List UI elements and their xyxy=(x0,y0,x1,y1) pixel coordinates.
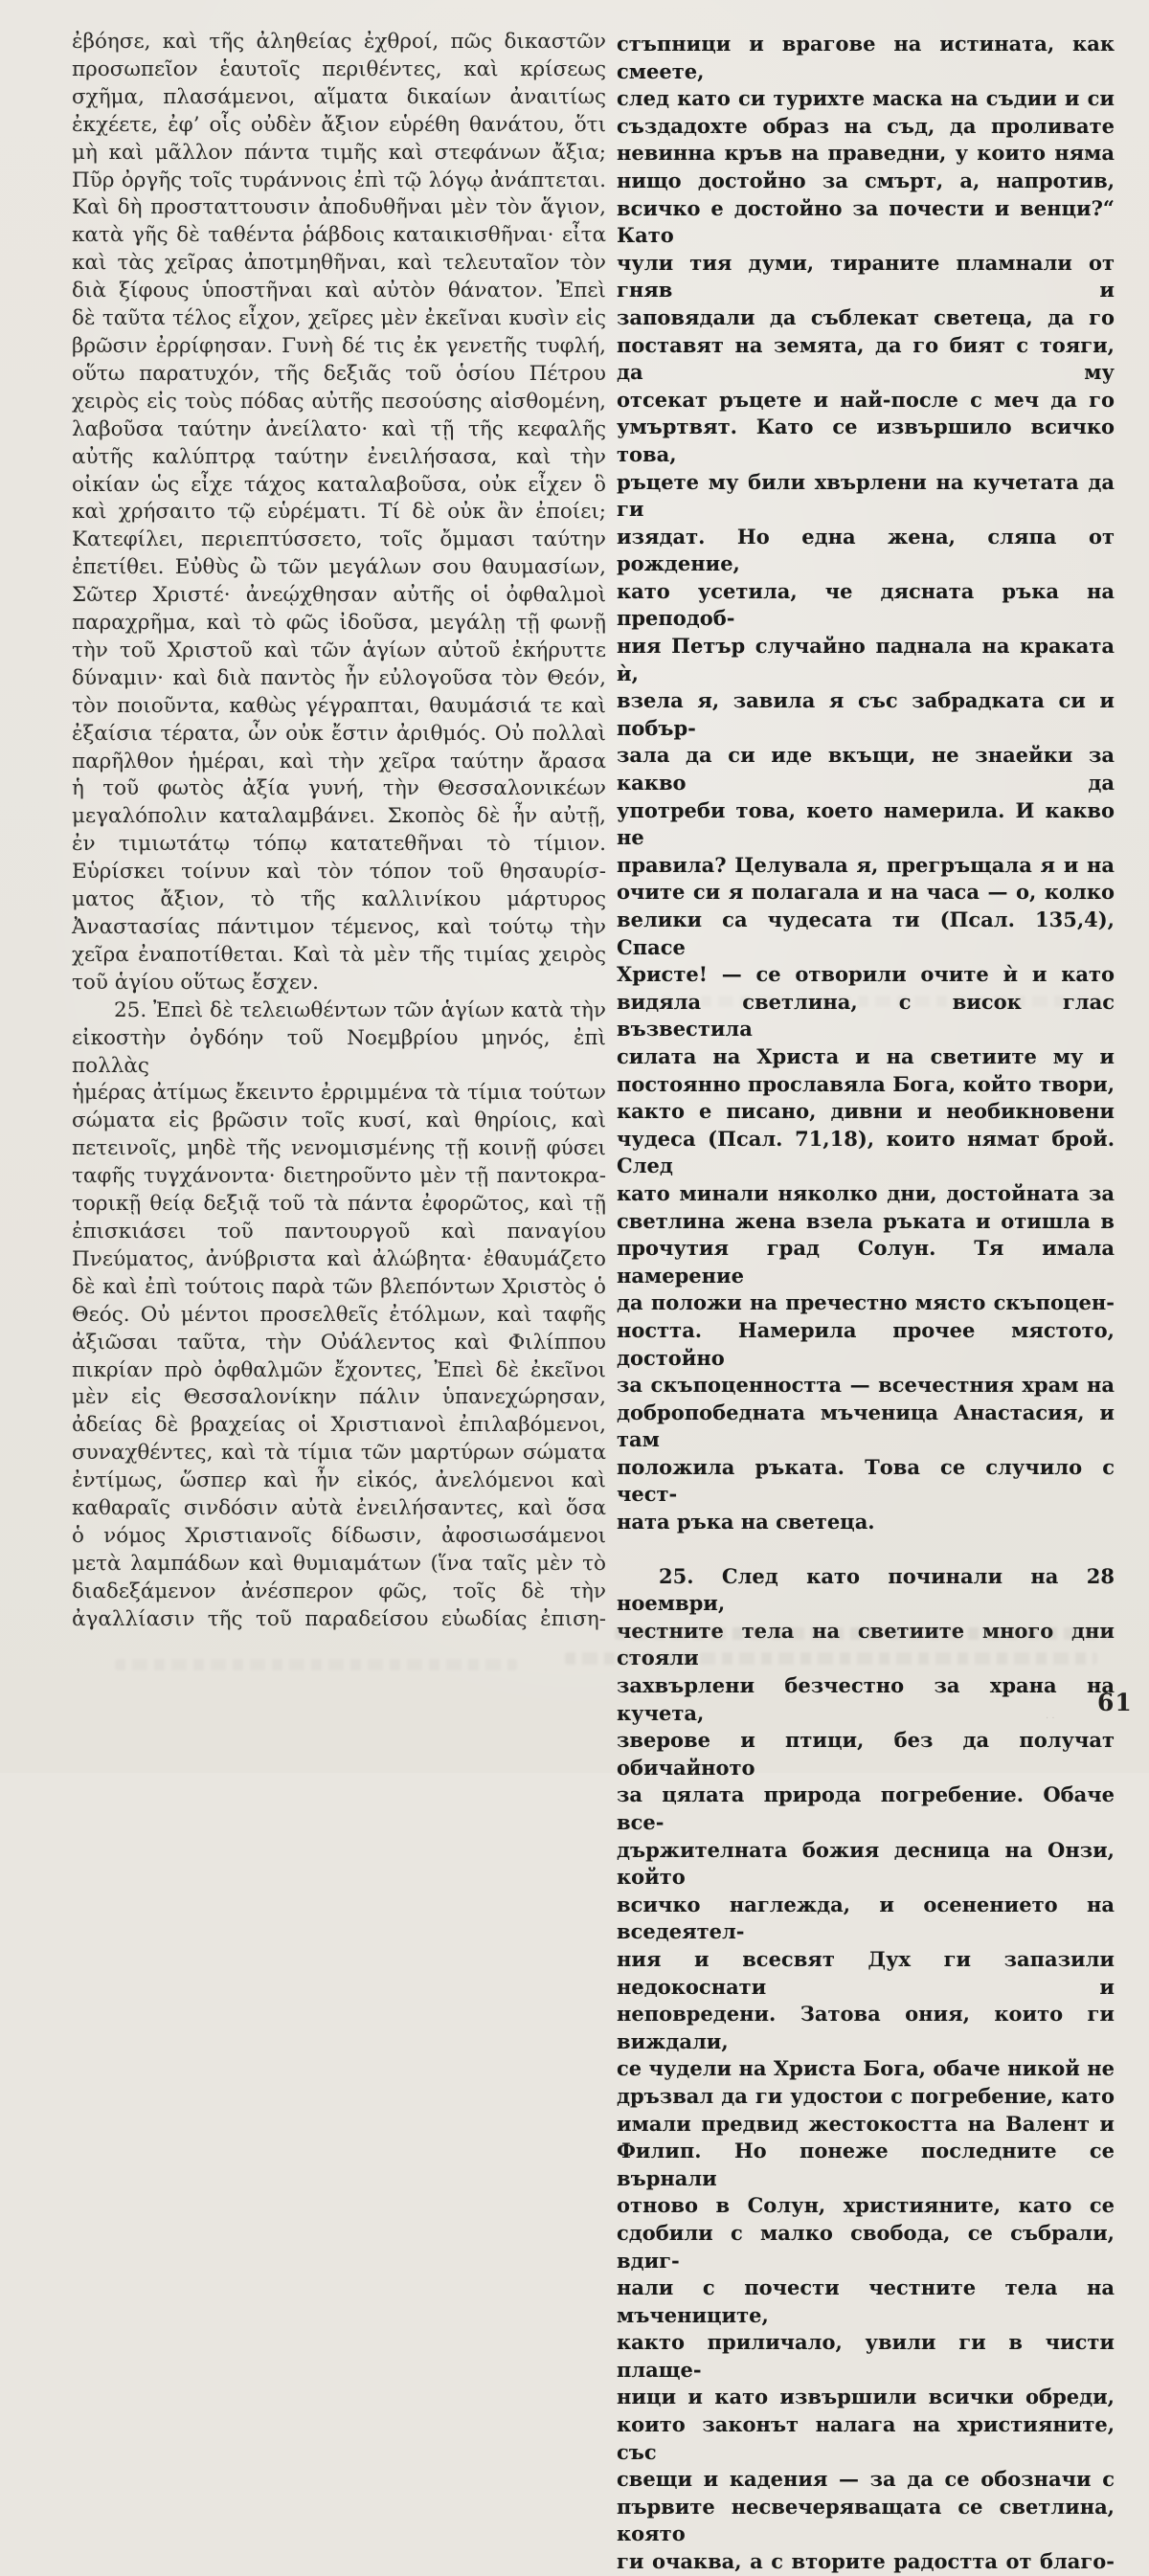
text-line: Εὑρίσκει τοίνυν καὶ τὸν τόπον τοῦ θησαυρίσ- xyxy=(72,860,606,885)
text-line: изядат. Но една жена, сляпа от рождение, xyxy=(617,524,1115,576)
text-line: χειρὸς εἰς τοὺς πόδας αὐτῆς πεσούσης αἰσθομένη, xyxy=(72,389,606,414)
text-line: чули тия думи, тираните пламнали от гняв и xyxy=(617,250,1115,302)
text-line: Καὶ δὴ προσταττουσιν ἀποδυθῆναι μὲν τὸν ἅγιον, xyxy=(72,195,606,220)
text-line: поставят на земята, да го бият с тояги, да му xyxy=(617,332,1115,385)
text-line: κατὰ γῆς δὲ ταθέντα ῥάβδοις καταικισθῆναι· εἶτα xyxy=(72,223,606,248)
text-line: ността. Намерила прочее мястото, достойно xyxy=(617,1317,1115,1370)
text-line: παρῆλθον ἡμέραι, καὶ τὴν χεῖρα ταύτην ἄρασα xyxy=(72,749,606,773)
text-line: които законът налага на християните, със xyxy=(617,2412,1115,2464)
text-line: Πῦρ ὀργῆς τοῖς τυράννοις ἐπὶ τῷ λόγῳ ἀνάπτεται. xyxy=(72,168,606,192)
text-line: ἐκχέετε, ἐφ’ οἷς οὐδὲν ἄξιον εὑρέθη θανάτου, ὅτι xyxy=(72,112,606,137)
bulgarian-text-column xyxy=(617,31,1115,2576)
text-line: διαδεξάμενον ἀνέσπερον φῶς, τοῖς δὲ τὴν xyxy=(72,1579,606,1603)
bulgarian-paragraph-24 xyxy=(617,31,1115,1536)
text-line: създадохте образ на съд, да проливате xyxy=(617,113,1115,138)
text-line: καὶ χρήσαιτο τῷ εὑρέματι. Τί δὲ οὐκ ἂν ἐποίει; xyxy=(72,500,606,525)
text-line: Θεός. Οὐ μέντοι προσελθεῖς ἐτόλμων, καὶ ταφῆς xyxy=(72,1302,606,1327)
text-line: чудеса (Псал. 71,18), които нямат брой. След xyxy=(617,1126,1115,1178)
text-line: положила ръката. Това се случило с чест- xyxy=(617,1454,1115,1507)
text-line: зала да си иде вкъщи, не знаейки за какво да xyxy=(617,743,1115,795)
text-line: прочутия град Солун. Тя имала намерение xyxy=(617,1236,1115,1288)
text-line: 25. Ἐπεὶ δὲ τελειωθέντων τῶν ἁγίων κατὰ τὴν xyxy=(114,997,606,1022)
text-line: нищо достойно за смърт, а, напротив, xyxy=(617,168,1115,192)
text-line: Филип. Но понеже последните се върнали xyxy=(617,2139,1115,2190)
text-line: δύναμιν· καὶ διὰ παντὸς ἦν εὐλογοῦσα τὸν Θεόν, xyxy=(72,665,606,690)
text-line: ги очаква, а с вторите радостта от благо- xyxy=(617,2549,1115,2574)
text-line: οὕτω παρατυχόν, τῆς δεξιᾶς τοῦ ὁσίου Πέτρου xyxy=(72,361,606,386)
text-line: като усетила, че дясната ръка на преподоб- xyxy=(617,578,1115,631)
text-line: βρῶσιν ἐρρίφησαν. Γυνὴ δέ τις ἐκ γενετῆς τυφλή, xyxy=(72,333,606,358)
text-line: ματος ἄξιον, τὸ τῆς καλλινίκου μάρτυρος xyxy=(72,887,606,912)
text-line: ἐπετίθει. Εὐθὺς ὢ τῶν μεγάλων σου θαυμασίων, xyxy=(72,555,606,580)
text-line: свещи и кадения — за да се обозначи с xyxy=(617,2467,1115,2492)
text-line: захвърлени безчестно за храна на кучета, xyxy=(617,1673,1115,1725)
text-line: сдобили с малко свобода, се събрали, вдиг- xyxy=(617,2220,1115,2273)
text-line: всичко е достойно за почести и венци?“ Като xyxy=(617,195,1115,248)
text-line: πετεινοῖς, μηδὲ τῆς νενομισμένης τῇ κοινῇ φύσει xyxy=(72,1136,606,1161)
text-line: честните тела на светиите много дни стояли xyxy=(617,1618,1115,1670)
bleed-through-artifact xyxy=(615,1627,1111,1640)
text-line: Πνεύματος, ἀνύβριστα καὶ ἀλώβητα· ἐθαυμάζετο xyxy=(72,1246,606,1271)
text-line: ἡ τοῦ φωτὸς ἀξία γυνή, τὴν Θεσσαλονικέων xyxy=(72,776,606,801)
text-line: ταφῆς τυγχάνοντα· διετηροῦντο μὲν τῇ παντοκρα- xyxy=(72,1164,606,1189)
text-line: за цялата природа погребение. Обаче все- xyxy=(617,1782,1115,1834)
text-line: ръцете му били хвърлени на кучетата да ги xyxy=(617,469,1115,522)
text-line: всичко наглежда, и осенението на вседеятел- xyxy=(617,1892,1115,1944)
text-line: очите си я полагала и на часа — о, колко xyxy=(617,880,1115,905)
text-line: τὸν ποιοῦντα, καθὼς γέγραπται, θαυμάσιά τε καὶ xyxy=(72,693,606,718)
text-line: Σῶτερ Χριστέ· ἀνεῴχθησαν αὐτῆς οἱ ὀφθαλμοὶ xyxy=(72,583,606,608)
text-line: велики са чудесата ти (Псал. 135,4), Спасе xyxy=(617,907,1115,959)
text-line: дръзвал да ги удостои с погребение, като xyxy=(617,2083,1115,2108)
text-line: μεγαλόπολιν καταλαμβάνει. Σκοπὸς δὲ ἦν αὐτῇ, xyxy=(72,804,606,829)
text-line: Ἀναστασίας πάντιμον τέμενος, καὶ τούτῳ τὴν xyxy=(72,915,606,939)
text-line: δὲ καὶ ἐπὶ τούτοις παρὰ τῶν βλεπόντων Χριστὸς ὁ xyxy=(72,1274,606,1299)
text-line: λαβοῦσα ταύτην ἀνείλατο· καὶ τῇ τῆς κεφαλῆς xyxy=(72,416,606,441)
text-line: светлина жена взела ръката и отишла в xyxy=(617,1208,1115,1233)
text-line: добропобедната мъченица Анастасия, и там xyxy=(617,1400,1115,1452)
text-line: ния и всесвят Дух ги запазили недокоснати и xyxy=(617,1946,1115,1999)
text-line: χεῖρα ἐναποτίθεται. Καὶ τὰ μὲν τῆς τιμίας χειρὸς xyxy=(72,942,606,967)
text-line: αὐτῆς καλύπτρᾳ ταύτην ἐνειλήσασα, καὶ τὴν xyxy=(72,444,606,469)
text-line: зверове и птици, без да получат обичайното xyxy=(617,1728,1115,1780)
text-line: τὴν τοῦ Χριστοῦ καὶ τῶν ἁγίων αὐτοῦ ἐκήρυττε xyxy=(72,638,606,662)
text-line: πικρίαν πρὸ ὀφθαλμῶν ἔχοντες, Ἐπεὶ δὲ ἐκεῖνοι xyxy=(72,1357,606,1382)
greek-paragraph-block xyxy=(72,29,606,1634)
text-line: οἰκίαν ὡς εἶχε τάχος καταλαβοῦσα, οὐκ εἶχεν ὃ xyxy=(72,472,606,497)
text-line: видяла светлина, с висок глас възвестила xyxy=(617,989,1115,1042)
text-line: δὲ ταῦτα τέλος εἶχον, χεῖρες μὲν ἐκεῖναι κυσὶν εἰς xyxy=(72,306,606,331)
text-line: τορικῇ θείᾳ δεξιᾷ τοῦ τὰ πάντα ἐφορῶτος, καὶ τῇ xyxy=(72,1192,606,1217)
text-line: умъртвят. Като се извършило всичко това, xyxy=(617,414,1115,466)
text-line: като минали няколко дни, достойната за xyxy=(617,1180,1115,1205)
bulgarian-paragraph-25 xyxy=(617,1563,1115,2576)
text-line: καθαραῖς σινδόσιν αὐτὰ ἐνειλήσαντες, καὶ ὅσα xyxy=(72,1496,606,1521)
text-line: за скъпоценността — всечестния храм на xyxy=(617,1373,1115,1398)
text-line: ἐξαίσια τέρατα, ὧν οὐκ ἔστιν ἀριθμός. Οὐ πολλαὶ xyxy=(72,721,606,746)
text-line: ἡμέρας ἀτίμως ἔκειντο ἐρριμμένα τὰ τίμια τούτων xyxy=(72,1081,606,1106)
text-line: държителната божия десница на Онзи, който xyxy=(617,1837,1115,1890)
page-number: 61 xyxy=(1097,1689,1133,1716)
greek-text-column xyxy=(72,29,606,1634)
text-line: взела я, завила я със забрадката си и побър- xyxy=(617,688,1115,740)
text-line: първите несвечеряващата се светлина, която xyxy=(617,2494,1115,2546)
text-line: ἐβόησε, καὶ τῆς ἀληθείας ἐχθροί, πῶς δικαστῶν xyxy=(72,30,606,54)
bleed-through-artifact xyxy=(565,1652,1097,1665)
text-line: ἀδείας δὲ βραχείας οἱ Χριστιανοὶ ἐπιλαβόμενοι, xyxy=(72,1413,606,1438)
paragraph-gap xyxy=(617,1536,1115,1563)
text-line: се чудели на Христа Бога, обаче никой не xyxy=(617,2056,1115,2081)
text-line: невинна кръв на праведни, у които няма xyxy=(617,141,1115,166)
text-line: μετὰ λαμπάδων καὶ θυμιαμάτων (ἵνα ταῖς μὲν τὸ xyxy=(72,1551,606,1576)
bleed-through-artifact xyxy=(622,996,1101,1007)
text-line: παραχρῆμα, καὶ τὸ φῶς ἰδοῦσα, μεγάλῃ τῇ φωνῇ xyxy=(72,611,606,636)
text-line: след като си турихте маска на съдии и си xyxy=(617,86,1115,111)
text-line: употреби това, което намерила. И какво не xyxy=(617,797,1115,850)
text-line: Κατεφίλει, περιεπτύσσετο, τοῖς ὄμμασι ταύτην xyxy=(72,527,606,552)
text-line: неповредени. Затова ония, които ги виждали, xyxy=(617,2002,1115,2053)
bleed-through-artifact xyxy=(115,1659,517,1670)
text-line: отново в Солун, християните, като се xyxy=(617,2193,1115,2218)
text-line: заповядали да съблекат светеца, да го xyxy=(617,304,1115,329)
text-line: ния Петър случайно паднала на краката ѝ, xyxy=(617,634,1115,685)
text-line: ἀγαλλίασιν τῆς τοῦ παραδείσου εὐωδίας ἐπιση- xyxy=(72,1606,606,1631)
text-line: да положи на пречестно място скъпоцен- xyxy=(617,1290,1115,1315)
text-line: ἀξιῶσαι ταῦτα, τὴν Οὐάλεντος καὶ Φιλίππου xyxy=(72,1330,606,1355)
text-line: σώματα εἰς βρῶσιν τοῖς κυσί, καὶ θηρίοις, καὶ xyxy=(72,1109,606,1133)
text-line: ἐντίμως, ὥσπερ καὶ ἦν εἰκός, ἀνελόμενοι καὶ xyxy=(72,1468,606,1493)
text-line: ἐν τιμιωτάτῳ τόπῳ κατατεθῆναι τὸ τίμιον. xyxy=(72,832,606,857)
text-line: отсекат ръцете и най-после с меч да го xyxy=(617,387,1115,412)
text-line: силата на Христа и на светиите му и xyxy=(617,1043,1115,1068)
text-line: διὰ ξίφους ὑποστῆναι καὶ αὐτὸν θάνατον. Ἐπεὶ xyxy=(72,279,606,303)
text-line: σχῆμα, πλασάμενοι, αἵματα δικαίων ἀναιτίως xyxy=(72,84,606,109)
text-line: εἰκοστὴν ὀγδόην τοῦ Νοεμβρίου μηνός, ἐπὶ πολλὰς xyxy=(72,1025,606,1078)
text-line: μὴ καὶ μᾶλλον πάντα τιμῆς καὶ στεφάνων ἄξια; xyxy=(72,140,606,165)
scan-speck: . . xyxy=(1046,1711,1055,1721)
text-line: προσωπεῖον ἑαυτοῖς περιθέντες, καὶ κρίσεως xyxy=(72,56,606,81)
text-line: стъпници и врагове на истината, как смеете, xyxy=(617,32,1115,83)
text-line: συναχθέντες, καὶ τὰ τίμια τῶν μαρτύρων σώματα xyxy=(72,1441,606,1466)
text-line: τοῦ ἁγίου οὕτως ἔσχεν. xyxy=(72,970,319,995)
text-line: ὁ νόμος Χριστιανοῖς δίδωσιν, ἀφοσιωσάμενοι xyxy=(72,1523,606,1548)
text-line: имали предвид жестокостта на Валент и xyxy=(617,2111,1115,2136)
text-line: както приличало, увили ги в чисти плаще- xyxy=(617,2330,1115,2382)
text-line: постоянно прославяла Бога, който твори, xyxy=(617,1071,1115,1096)
text-line: нали с почести честните тела на мъчениците, xyxy=(617,2275,1115,2327)
text-line: правила? Целувала я, прегръщала я и на xyxy=(617,852,1115,877)
text-line: καὶ τὰς χεῖρας ἀποτμηθῆναι, καὶ τελευταῖον τὸν xyxy=(72,251,606,276)
text-line: както е писано, дивни и необикновени xyxy=(617,1099,1115,1124)
text-line: ници и като извършили всички обреди, xyxy=(617,2385,1115,2409)
text-line: Христе! — се отворили очите ѝ и като xyxy=(617,962,1115,987)
text-line: ната ръка на светеца. xyxy=(617,1510,875,1534)
text-line: ἐπισκιάσει τοῦ παντουργοῦ καὶ παναγίου xyxy=(72,1219,606,1243)
text-line: μὲν εἰς Θεσσαλονίκην πάλιν ὑπανεχώρησαν, xyxy=(72,1385,606,1410)
text-line: 25. След като починали на 28 ноември, xyxy=(617,1563,1115,1616)
